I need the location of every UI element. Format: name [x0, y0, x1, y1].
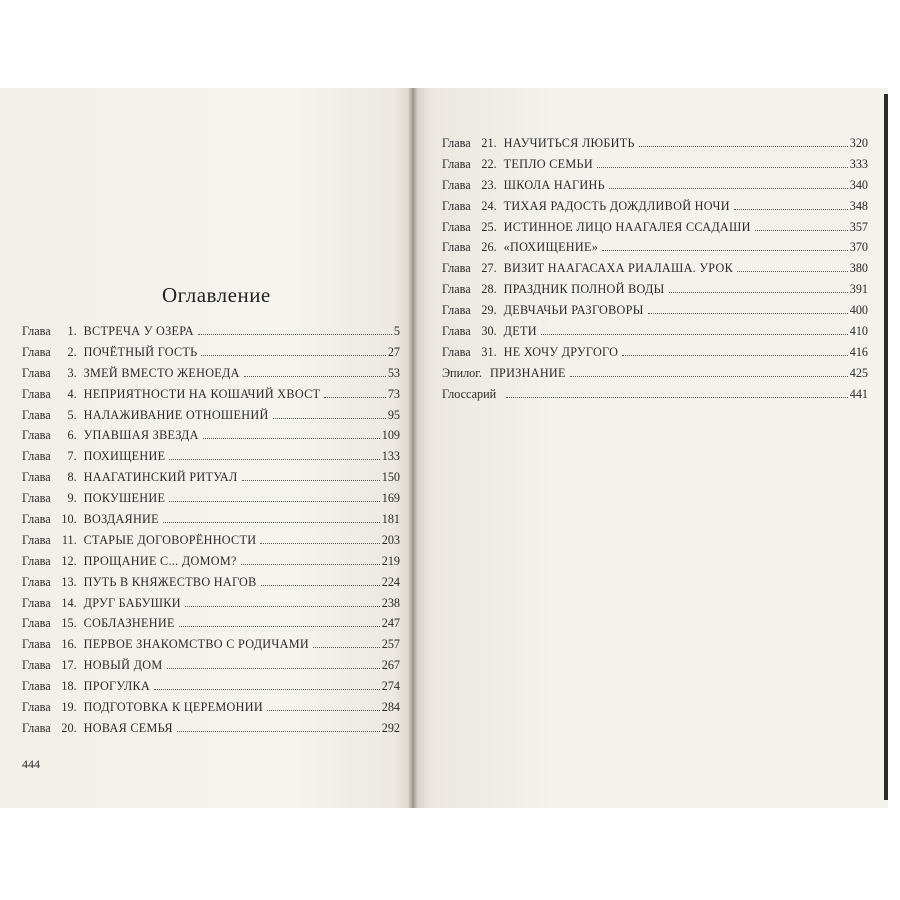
entry-number: 19. — [61, 700, 77, 715]
dot-leader — [261, 585, 380, 586]
toc-entry — [442, 303, 868, 324]
entry-label: Глава — [22, 512, 51, 527]
entry-number: 26. — [481, 240, 497, 255]
left-page — [0, 88, 412, 808]
entry-label: Глава — [442, 219, 471, 234]
toc-entry — [22, 387, 400, 408]
toc-entry — [22, 408, 400, 429]
entry-label: Глава — [22, 365, 51, 380]
entry-number: 6. — [67, 428, 77, 443]
entry-page-number: 169 — [381, 491, 400, 506]
entry-number: 25. — [481, 219, 497, 234]
entry-page-number: 181 — [381, 512, 400, 527]
entry-number: 18. — [61, 679, 77, 694]
toc-heading: Оглавление — [162, 283, 271, 307]
toc-entry — [22, 637, 400, 658]
entry-label: Глава — [442, 324, 471, 339]
entry-label: Глава — [22, 386, 51, 401]
entry-page-number: 370 — [849, 240, 868, 255]
entry-label: Глава — [22, 449, 51, 464]
toc-list-left — [22, 324, 400, 742]
entry-page-number: 150 — [381, 470, 400, 485]
entry-title: СОБЛАЗНЕНИЕ — [83, 616, 175, 631]
dot-leader — [755, 230, 848, 231]
entry-page-number: 292 — [381, 720, 400, 735]
entry-label: Глава — [442, 240, 471, 255]
entry-title: ВОЗДАЯНИЕ — [83, 512, 159, 527]
entry-title: ВСТРЕЧА У ОЗЕРА — [83, 324, 194, 338]
entry-title: НОВЫЙ ДОМ — [83, 658, 163, 673]
dot-leader — [506, 397, 848, 398]
entry-title: ПРИЗНАНИЕ — [489, 365, 566, 380]
toc-entry — [442, 261, 868, 282]
entry-label: Глава — [22, 491, 51, 506]
entry-page-number: 219 — [381, 553, 400, 568]
entry-label: Глава — [442, 198, 471, 213]
entry-title: ПРОГУЛКА — [83, 679, 151, 694]
toc-entry — [22, 616, 400, 637]
entry-title: НЕПРИЯТНОСТИ НА КОШАЧИЙ ХВОСТ — [83, 386, 321, 401]
entry-page-number: 284 — [381, 700, 400, 715]
entry-number: 4. — [67, 386, 77, 401]
entry-title: ПОХИЩЕНИЕ — [83, 449, 166, 464]
entry-page-number: 400 — [849, 303, 868, 318]
entry-page-number: 274 — [381, 679, 400, 694]
entry-page-number: 320 — [849, 136, 868, 150]
entry-title: ПОДГОТОВКА К ЦЕРЕМОНИИ — [83, 700, 263, 715]
entry-page-number: 203 — [381, 532, 400, 547]
dot-leader — [313, 647, 380, 648]
toc-entry — [22, 658, 400, 679]
entry-title: ПОКУШЕНИЕ — [83, 491, 166, 506]
dot-leader — [570, 376, 848, 377]
entry-number: 8. — [67, 470, 77, 485]
toc-entry — [442, 178, 868, 199]
entry-number: 10. — [61, 512, 77, 527]
entry-label: Глоссарий — [442, 386, 497, 401]
entry-title: ДЕВЧАЧЬИ РАЗГОВОРЫ — [503, 303, 644, 318]
entry-title: НОВАЯ СЕМЬЯ — [83, 720, 173, 735]
toc-entry — [22, 491, 400, 512]
entry-label: Глава — [442, 177, 471, 192]
toc-entry — [22, 575, 400, 596]
entry-title: СТАРЫЕ ДОГОВОРЁННОСТИ — [83, 532, 257, 547]
entry-label: Глава — [22, 407, 51, 422]
dot-leader — [267, 710, 380, 711]
entry-number: 7. — [67, 449, 77, 464]
entry-title: ДРУГ БАБУШКИ — [83, 595, 181, 610]
entry-title: ИСТИННОЕ ЛИЦО НААГАЛЕЯ ССАДАШИ — [503, 219, 751, 234]
toc-entry — [442, 199, 868, 220]
entry-number: 31. — [481, 344, 497, 359]
entry-label: Глава — [22, 658, 51, 673]
toc-entry — [442, 240, 868, 261]
entry-title: НЕ ХОЧУ ДРУГОГО — [503, 344, 619, 359]
dot-leader — [167, 668, 380, 669]
entry-label: Глава — [22, 720, 51, 735]
entry-page-number: 357 — [849, 219, 868, 234]
entry-label: Глава — [442, 261, 471, 276]
dot-leader — [602, 250, 848, 251]
book-spread — [0, 88, 900, 808]
entry-page-number: 340 — [849, 177, 868, 192]
entry-number: 5. — [67, 407, 77, 422]
dot-leader — [541, 334, 848, 335]
dot-leader — [241, 564, 380, 565]
book-gutter — [408, 88, 418, 808]
toc-entry — [22, 345, 400, 366]
entry-page-number: 348 — [849, 198, 868, 213]
toc-entry — [442, 366, 868, 387]
dot-leader — [185, 606, 380, 607]
entry-label: Глава — [22, 344, 51, 359]
toc-entry — [442, 345, 868, 366]
entry-title: ДЕТИ — [503, 324, 537, 339]
dot-leader — [639, 146, 848, 147]
entry-page-number: 247 — [381, 616, 400, 631]
dot-leader — [198, 334, 392, 335]
entry-page-number: 425 — [849, 365, 868, 380]
entry-title: ШКОЛА НАГИНЬ — [503, 177, 605, 192]
entry-number: 13. — [61, 574, 77, 589]
entry-title: ПРОЩАНИЕ С... ДОМОМ? — [83, 553, 237, 568]
dot-leader — [244, 376, 386, 377]
entry-number: 1. — [67, 324, 77, 338]
entry-label: Глава — [22, 616, 51, 631]
toc-entry — [442, 157, 868, 178]
entry-title: ВИЗИТ НААГАСАХА РИАЛАША. УРОК — [503, 261, 734, 276]
entry-number: 3. — [67, 365, 77, 380]
toc-entry — [22, 596, 400, 617]
entry-title: ЗМЕЙ ВМЕСТО ЖЕНОЕДА — [83, 365, 240, 380]
entry-number: 29. — [481, 303, 497, 318]
toc-entry — [442, 324, 868, 345]
entry-title: НАУЧИТЬСЯ ЛЮБИТЬ — [503, 136, 635, 150]
entry-page-number: 238 — [381, 595, 400, 610]
dot-leader — [609, 188, 848, 189]
entry-page-number: 441 — [849, 386, 868, 401]
entry-number: 9. — [67, 491, 77, 506]
entry-title: НАЛАЖИВАНИЕ ОТНОШЕНИЙ — [83, 407, 269, 422]
dot-leader — [163, 522, 380, 523]
toc-entry — [22, 428, 400, 449]
entry-title: ПРАЗДНИК ПОЛНОЙ ВОДЫ — [503, 282, 665, 297]
entry-label: Глава — [442, 344, 471, 359]
dot-leader — [734, 209, 848, 210]
entry-label: Глава — [22, 324, 51, 338]
entry-title: ТЕПЛО СЕМЬИ — [503, 156, 593, 171]
toc-entry — [22, 324, 400, 345]
dot-leader — [324, 397, 386, 398]
entry-number: 28. — [481, 282, 497, 297]
dot-leader — [597, 167, 848, 168]
dot-leader — [242, 480, 380, 481]
entry-label: Глава — [22, 532, 51, 547]
right-page — [412, 88, 888, 808]
toc-list-right — [442, 136, 868, 408]
entry-page-number: 95 — [387, 407, 400, 422]
dot-leader — [169, 501, 379, 502]
entry-page-number: 109 — [381, 428, 400, 443]
entry-label: Глава — [22, 470, 51, 485]
entry-page-number: 257 — [381, 637, 400, 652]
entry-number: 14. — [61, 595, 77, 610]
entry-number: 11. — [61, 532, 77, 547]
entry-title: УПАВШАЯ ЗВЕЗДА — [83, 428, 199, 443]
dot-leader — [177, 731, 380, 732]
entry-page-number: 416 — [849, 344, 868, 359]
entry-label: Глава — [442, 156, 471, 171]
entry-label: Глава — [22, 679, 51, 694]
toc-entry — [22, 554, 400, 575]
toc-entry — [22, 700, 400, 721]
entry-number: 16. — [61, 637, 77, 652]
entry-number: 22. — [481, 156, 497, 171]
toc-entry — [442, 387, 868, 408]
entry-label: Глава — [442, 282, 471, 297]
dot-leader — [273, 418, 386, 419]
entry-page-number: 133 — [381, 449, 400, 464]
entry-page-number: 410 — [849, 324, 868, 339]
entry-label: Эпилог. — [442, 365, 482, 380]
entry-number: 30. — [481, 324, 497, 339]
entry-label: Глава — [22, 595, 51, 610]
toc-entry — [442, 136, 868, 157]
toc-entry — [22, 512, 400, 533]
entry-label: Глава — [22, 574, 51, 589]
entry-number: 20. — [61, 720, 77, 735]
dot-leader — [154, 689, 380, 690]
toc-entry — [22, 449, 400, 470]
toc-entry — [442, 220, 868, 241]
entry-title: ПЕРВОЕ ЗНАКОМСТВО С РОДИЧАМИ — [83, 637, 309, 652]
entry-page-number: 53 — [387, 365, 400, 380]
dot-leader — [260, 543, 379, 544]
dot-leader — [648, 313, 848, 314]
entry-label: Глава — [442, 303, 471, 318]
entry-number: 21. — [481, 136, 497, 150]
entry-title: ПОЧЁТНЫЙ ГОСТЬ — [83, 344, 198, 359]
entry-label: Глава — [22, 700, 51, 715]
dot-leader — [201, 355, 385, 356]
entry-page-number: 73 — [387, 386, 400, 401]
entry-label: Глава — [22, 428, 51, 443]
toc-entry — [22, 366, 400, 387]
entry-page-number: 333 — [849, 156, 868, 171]
entry-label: Глава — [442, 136, 471, 150]
dot-leader — [179, 626, 380, 627]
entry-number: 24. — [481, 198, 497, 213]
dot-leader — [737, 271, 848, 272]
entry-page-number: 5 — [393, 324, 400, 338]
toc-entry — [22, 533, 400, 554]
entry-title: ТИХАЯ РАДОСТЬ ДОЖДЛИВОЙ НОЧИ — [503, 198, 730, 213]
entry-page-number: 224 — [381, 574, 400, 589]
dot-leader — [669, 292, 848, 293]
entry-label: Глава — [22, 637, 51, 652]
toc-entry — [442, 282, 868, 303]
dot-leader — [203, 438, 380, 439]
entry-title: ПУТЬ В КНЯЖЕСТВО НАГОВ — [83, 574, 257, 589]
entry-title: НААГАТИНСКИЙ РИТУАЛ — [83, 470, 238, 485]
entry-label: Глава — [22, 553, 51, 568]
entry-title: «ПОХИЩЕНИЕ» — [503, 240, 599, 255]
entry-number: 27. — [481, 261, 497, 276]
toc-entry — [22, 470, 400, 491]
page-number: 444 — [22, 757, 40, 771]
page-edge-shadow — [884, 94, 888, 800]
entry-page-number: 27 — [387, 344, 400, 359]
entry-number: 15. — [61, 616, 77, 631]
toc-entry — [22, 721, 400, 742]
entry-number: 23. — [481, 177, 497, 192]
entry-page-number: 267 — [381, 658, 400, 673]
dot-leader — [622, 355, 848, 356]
entry-number: 17. — [61, 658, 77, 673]
entry-number: 2. — [67, 344, 77, 359]
entry-page-number: 391 — [849, 282, 868, 297]
entry-number: 12. — [61, 553, 77, 568]
dot-leader — [169, 459, 379, 460]
toc-entry — [22, 679, 400, 700]
entry-page-number: 380 — [849, 261, 868, 276]
